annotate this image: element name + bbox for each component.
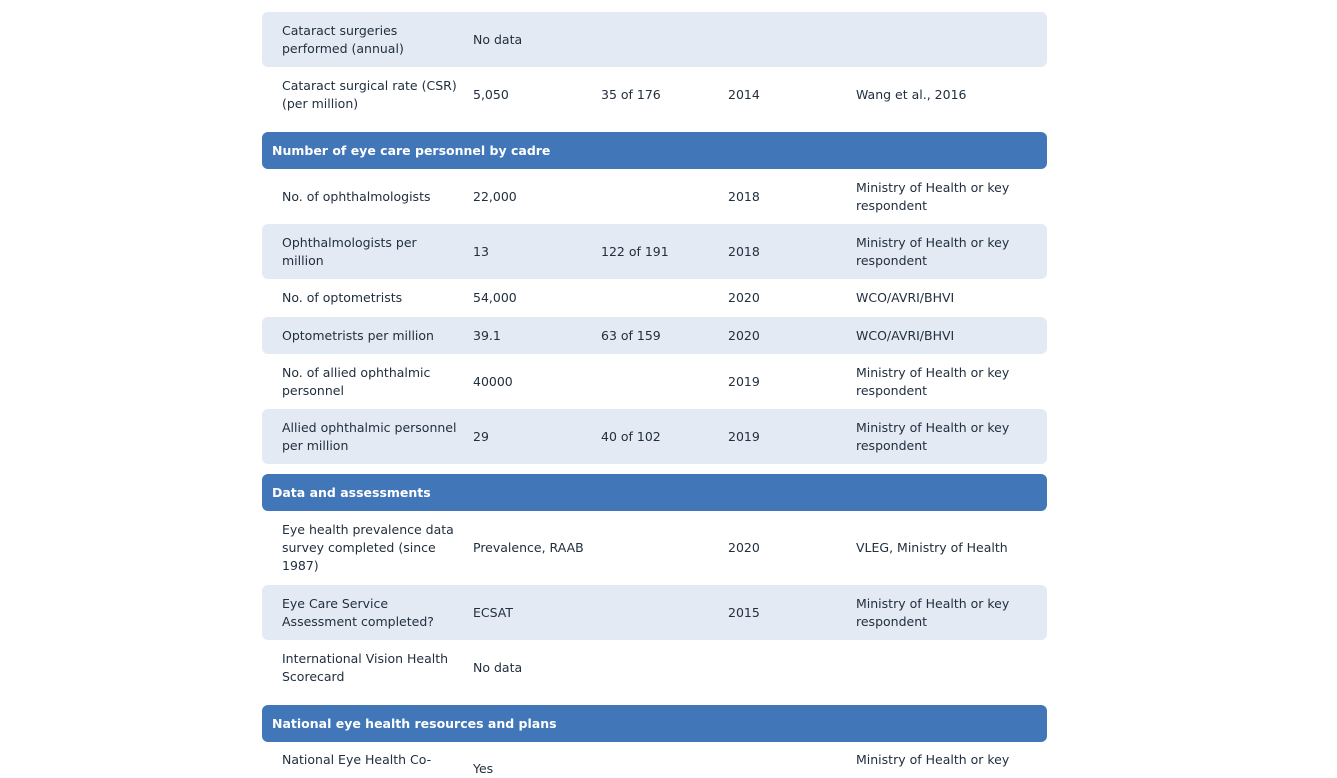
rank-cell <box>601 354 721 409</box>
source-cell: WCO/AVRI/BHVI <box>856 327 955 343</box>
rank-cell <box>601 169 721 224</box>
year-cell: 2014 <box>728 86 760 102</box>
indicator-cell: Optometrists per million <box>282 327 434 343</box>
rank-cell <box>601 511 721 585</box>
source-cell: Wang et al., 2016 <box>856 86 967 102</box>
year-cell: 2015 <box>728 604 760 620</box>
value-cell: 40000 <box>473 373 513 389</box>
value-cell: No data <box>473 659 523 675</box>
value-cell: 5,050 <box>473 86 509 102</box>
source-cell <box>856 640 1026 695</box>
value-cell: 29 <box>473 428 489 444</box>
rank-cell <box>601 640 721 695</box>
indicator-cell: National Eye Health Co- <box>282 752 432 767</box>
indicator-cell: International Vision Health Scorecard <box>282 650 449 684</box>
year-cell: 2020 <box>728 540 760 555</box>
rank-cell <box>601 585 721 640</box>
year-cell: 2020 <box>728 327 760 343</box>
rank-cell <box>601 742 721 768</box>
table-row <box>262 12 1047 67</box>
table-row <box>262 354 1047 409</box>
rank-cell: 35 of 176 <box>601 86 661 102</box>
source-cell: WCO/AVRI/BHVI <box>856 290 955 305</box>
value-cell: 39.1 <box>473 327 501 343</box>
year-cell <box>728 742 848 768</box>
table-row <box>262 742 1047 776</box>
year-cell: 2019 <box>728 373 760 389</box>
source-cell: Ministry of Health or key respondent <box>856 179 1010 213</box>
value-cell: ECSAT <box>473 604 514 620</box>
value-cell: No data <box>473 31 523 47</box>
source-cell: Ministry of Health or key respondent <box>856 234 1010 268</box>
year-cell: 2020 <box>728 290 760 305</box>
indicator-cell: Eye health prevalence data survey completed (since 1987) <box>282 522 454 573</box>
table-row <box>262 317 1047 354</box>
indicator-cell: Eye Care Service Assessment completed? <box>282 595 434 629</box>
indicator-cell: Cataract surgical rate (CSR) (per million) <box>282 77 457 111</box>
indicator-cell: No. of optometrists <box>282 290 403 305</box>
table-row <box>262 511 1047 585</box>
source-cell: VLEG, Ministry of Health <box>856 540 1008 555</box>
section-header-resources-plans: National eye health resources and plans <box>262 705 1047 742</box>
source-cell: Ministry of Health or key respondent <box>856 364 1010 398</box>
indicator-cell: Cataract surgeries performed (annual) <box>282 22 404 56</box>
value-cell: Yes <box>473 761 494 776</box>
source-cell: Ministry of Health or key respondent <box>856 595 1010 629</box>
table-row <box>262 585 1047 640</box>
table-row <box>262 279 1047 317</box>
source-cell: Ministry of Health or key <box>856 752 1010 767</box>
indicator-cell: No. of ophthalmologists <box>282 188 431 204</box>
section-header-personnel: Number of eye care personnel by cadre <box>262 132 1047 169</box>
rank-cell <box>601 279 721 317</box>
value-cell: Prevalence, RAAB <box>473 540 584 555</box>
indicator-cell: Ophthalmologists per million <box>282 234 417 268</box>
table-row <box>262 67 1047 122</box>
source-cell: Ministry of Health or key respondent <box>856 419 1010 453</box>
section-header-data-assessments: Data and assessments <box>262 474 1047 511</box>
table-row <box>262 409 1047 464</box>
rank-cell <box>601 12 721 67</box>
table-row <box>262 224 1047 279</box>
table-row <box>262 640 1047 695</box>
year-cell: 2019 <box>728 428 760 444</box>
year-cell: 2018 <box>728 188 760 204</box>
indicator-cell: Allied ophthalmic personnel per million <box>282 419 457 453</box>
value-cell: 22,000 <box>473 188 517 204</box>
year-cell <box>728 12 848 67</box>
rank-cell: 122 of 191 <box>601 243 669 259</box>
indicator-cell: No. of allied ophthalmic personnel <box>282 364 431 398</box>
value-cell: 54,000 <box>473 290 517 305</box>
source-cell <box>856 12 1026 67</box>
value-cell: 13 <box>473 243 489 259</box>
year-cell: 2018 <box>728 243 760 259</box>
rank-cell: 40 of 102 <box>601 428 661 444</box>
year-cell <box>728 640 848 695</box>
table-row <box>262 169 1047 224</box>
rank-cell: 63 of 159 <box>601 327 661 343</box>
